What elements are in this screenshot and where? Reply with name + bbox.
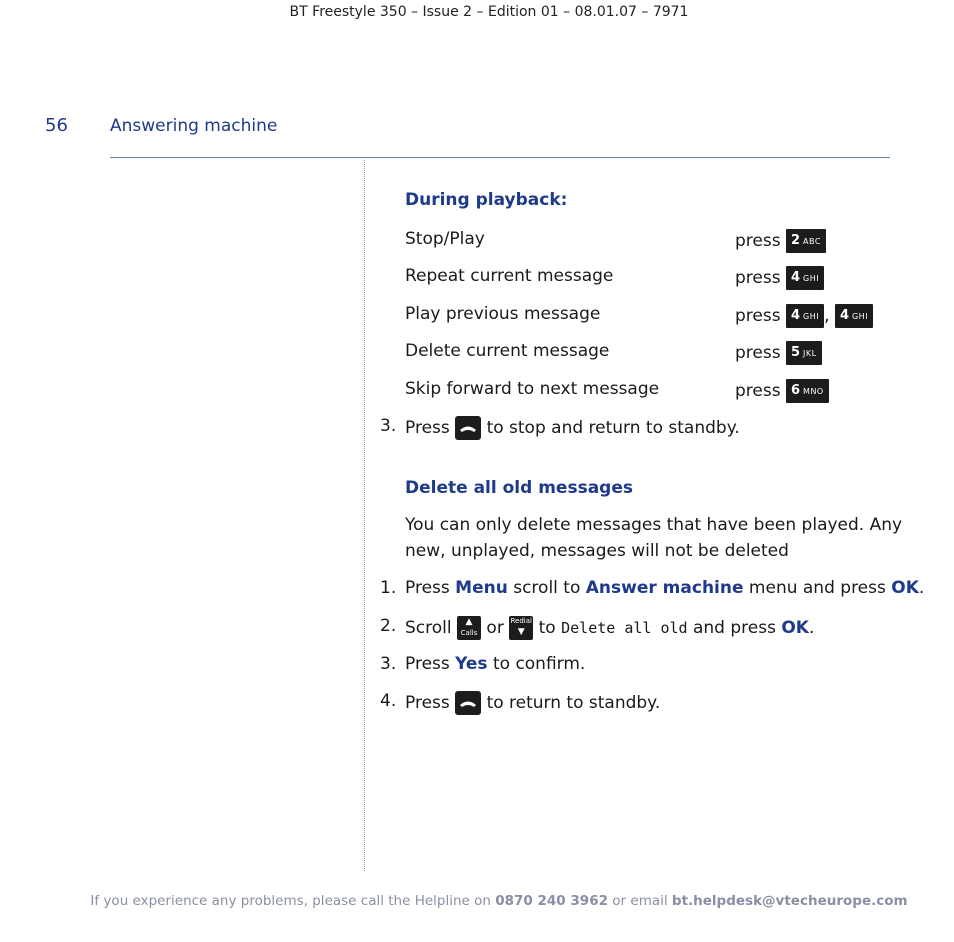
- press-label: press: [735, 231, 781, 251]
- delete-old-intro-line-2: new, unplayed, messages will not be deleted: [405, 541, 789, 561]
- header-rule: [110, 157, 890, 158]
- delete-old-step-4: Press to return to standby.: [405, 693, 661, 713]
- delete-old-step-1: Press Menu scroll to Answer machine menu and press OK.: [405, 578, 925, 598]
- document-header: BT Freestyle 350 – Issue 2 – Edition 01 – 08.01.07 – 7971: [289, 4, 689, 20]
- key-4-icon: 4 GHI: [786, 266, 824, 290]
- playback-heading: During playback:: [405, 190, 568, 210]
- end-call-icon: [455, 416, 481, 440]
- end-call-icon: [455, 691, 481, 715]
- page-number: 56: [45, 115, 68, 136]
- key-separator: ,: [824, 306, 830, 326]
- key-6-icon: 6 MNO: [786, 379, 829, 403]
- step-number: 4.: [380, 691, 397, 711]
- key-4-icon: 4 GHI: [835, 304, 873, 328]
- playback-row-press: [735, 304, 873, 328]
- playback-action-stop-play: Stop/Play: [405, 229, 485, 249]
- playback-action-previous: Play previous message: [405, 304, 601, 324]
- calls-up-icon: ▲ Calls: [457, 616, 481, 640]
- helpdesk-email[interactable]: bt.helpdesk@vtecheurope.com: [671, 893, 908, 909]
- key-2-icon: 2 ABC: [786, 229, 826, 253]
- delete-old-step-3: Press Yes to confirm.: [405, 654, 586, 674]
- helpline-phone: 0870 240 3962: [495, 893, 608, 909]
- key-5-icon: 5 JKL: [786, 341, 822, 365]
- redial-down-icon: Redial ▼: [509, 616, 533, 640]
- helpline-footer: If you experience any problems, please call the Helpline on 0870 240 3962 or email bt.helpdesk@vtecheurope.com: [90, 893, 908, 909]
- playback-step-3: Press to stop and return to standby.: [405, 418, 740, 438]
- step-number: 2.: [380, 616, 397, 636]
- press-label: press: [735, 306, 781, 326]
- display-text: Delete all old: [561, 619, 688, 637]
- playback-row-press: [735, 229, 826, 253]
- playback-row-press: [735, 379, 829, 403]
- section-title: Answering machine: [110, 116, 278, 136]
- playback-row-press: [735, 341, 822, 365]
- key-4-icon: 4 GHI: [786, 304, 824, 328]
- press-label: press: [735, 381, 781, 401]
- delete-old-step-2: Scroll ▲ Calls or Redial ▼ to Delete all old and press OK.: [405, 617, 815, 638]
- playback-action-delete: Delete current message: [405, 341, 610, 361]
- press-label: press: [735, 343, 781, 363]
- playback-action-skip: Skip forward to next message: [405, 379, 660, 399]
- step-number: 3.: [380, 654, 397, 674]
- delete-old-intro-line-1: You can only delete messages that have been played. Any: [405, 515, 903, 535]
- column-divider: [364, 160, 365, 871]
- playback-row-press: [735, 266, 824, 290]
- step-number: 1.: [380, 578, 397, 598]
- delete-old-heading: Delete all old messages: [405, 478, 633, 498]
- press-label: press: [735, 268, 781, 288]
- playback-action-repeat: Repeat current message: [405, 266, 614, 286]
- step-number: 3.: [380, 416, 397, 436]
